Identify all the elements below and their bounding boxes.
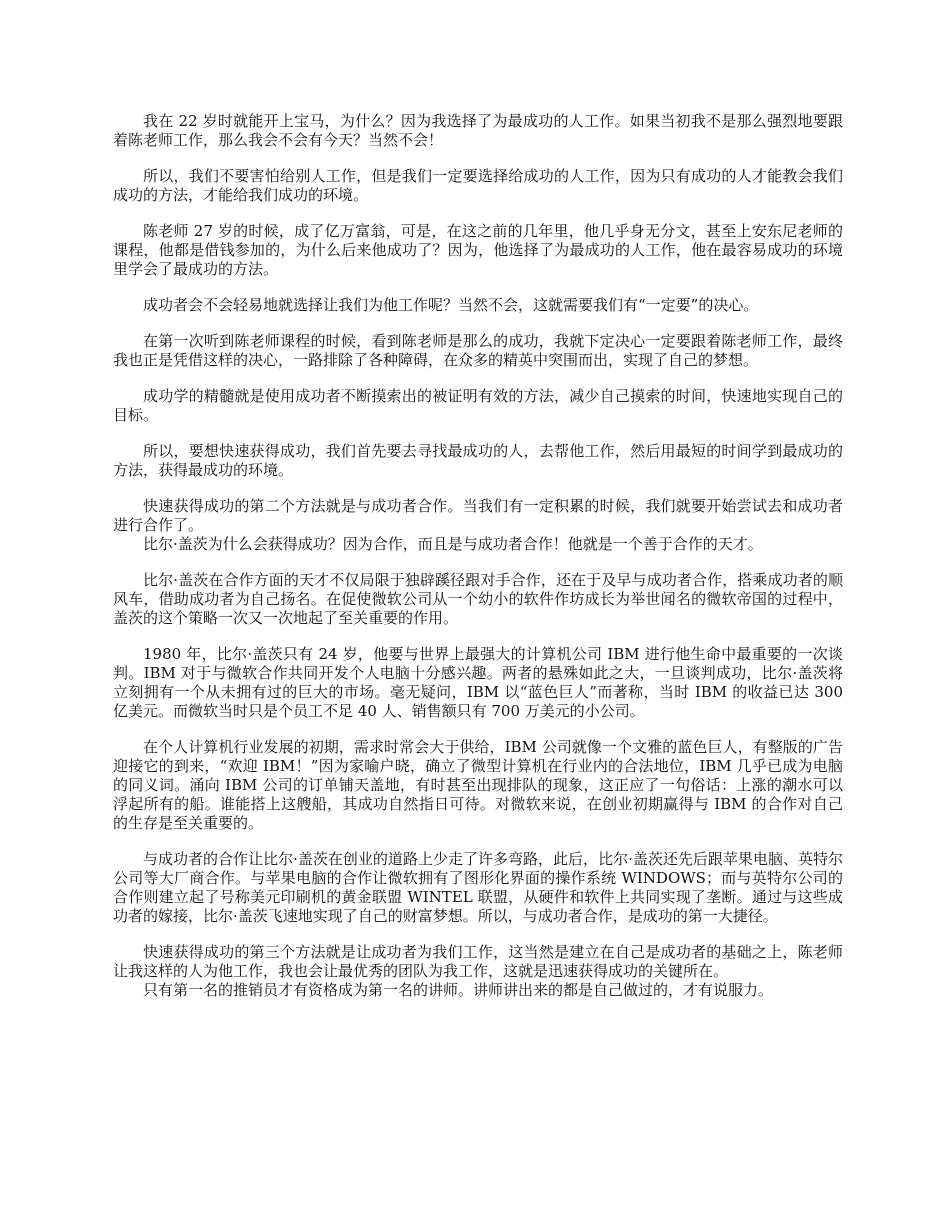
paragraph-2: 所以，我们不要害怕给别人工作，但是我们一定要选择给成功的人工作，因为只有成功的人才能教会我们成功的方法，才能给我们成功的环境。: [113, 167, 843, 204]
paragraph-11: 1980 年，比尔·盖茨只有 24 岁，他要与世界上最强大的计算机公司 IBM 进行他生命中最重要的一次谈判。IBM 对于与微软合作共同开发个人电脑十分感兴趣。两者的悬殊如此之大，一旦谈判成功，比尔·盖茨将立刻拥有一个从未拥有过的巨大的市场。毫无疑问，IBM 以“蓝色巨人”而著称，当时 IBM 的收益已达 300 亿美元。而微软当时只是个员工不足 40 人、销售额只有 700 万美元的小公司。: [113, 645, 843, 720]
paragraph-12: 在个人计算机行业发展的初期，需求时常会大于供给，IBM 公司就像一个文雅的蓝色巨人，有整版的广告迎接它的到来，“欢迎 IBM！”因为家喻户晓，确立了微型计算机在行业内的合法地位，IBM 几乎已成为电脑的同义词。涌向 IBM 公司的订单铺天盖地，有时甚至出现排队的现象，这正应了一句俗话：上涨的潮水可以浮起所有的船。谁能搭上这艘船，其成功自然指日可待。对微软来说，在创业初期赢得与 IBM 的合作对自己的生存是至关重要的。: [113, 738, 843, 832]
paragraph-14: 快速获得成功的第三个方法就是让成功者为我们工作，这当然是建立在自己是成功者的基础之上，陈老师让我这样的人为他工作，我也会让最优秀的团队为我工作，这就是迅速获得成功的关键所在。: [113, 943, 843, 980]
paragraph-1: 我在 22 岁时就能开上宝马，为什么？因为我选择了为最成功的人工作。如果当初我不是那么强烈地要跟着陈老师工作，那么我会不会有今天？当然不会！: [113, 112, 843, 149]
paragraph-5: 在第一次听到陈老师课程的时候，看到陈老师是那么的成功，我就下定决心一定要跟着陈老师工作，最终我也正是凭借这样的决心，一路排除了各种障碍，在众多的精英中突围而出，实现了自己的梦想。: [113, 332, 843, 369]
paragraph-15: 只有第一名的推销员才有资格成为第一名的讲师。讲师讲出来的都是自己做过的，才有说服力。: [143, 981, 774, 999]
document-body: [113, 112, 843, 1000]
paragraph-13: 与成功者的合作让比尔·盖茨在创业的道路上少走了许多弯路，此后，比尔·盖茨还先后跟苹果电脑、英特尔公司等大厂商合作。与苹果电脑的合作让微软拥有了图形化界面的操作系统 WINDOWS；而与英特尔公司的合作则建立起了号称美元印刷机的黄金联盟 WINTEL 联盟，从硬件和软件上共同实现了垄断。通过与这些成功者的嫁接，比尔·盖茨飞速地实现了自己的财富梦想。所以，与成功者合作，是成功的第一大捷径。: [113, 850, 843, 925]
paragraph-3: 陈老师 27 岁的时候，成了亿万富翁，可是，在这之前的几年里，他几乎身无分文，甚至上安东尼老师的课程，他都是借钱参加的，为什么后来他成功了？因为，他选择了为最成功的人工作，他在最容易成功的环境里学会了最成功的方法。: [113, 222, 843, 278]
paragraph-8: 快速获得成功的第二个方法就是与成功者合作。当我们有一定积累的时候，我们就要开始尝试去和成功者进行合作了。: [113, 497, 843, 534]
paragraph-9: 比尔·盖茨为什么会获得成功？因为合作，而且是与成功者合作！他就是一个善于合作的天才。: [143, 535, 763, 553]
paragraph-6: 成功学的精髓就是使用成功者不断摸索出的被证明有效的方法，减少自己摸索的时间，快速地实现自己的目标。: [113, 387, 843, 424]
paragraph-4: 成功者会不会轻易地就选择让我们为他工作呢？当然不会，这就需要我们有“一定要”的决心。: [143, 296, 759, 314]
paragraph-10: 比尔·盖茨在合作方面的天才不仅局限于独辟蹊径跟对手合作，还在于及早与成功者合作，搭乘成功者的顺风车，借助成功者为自己扬名。在促使微软公司从一个幼小的软件作坊成长为举世闻名的微软帝国的过程中，盖茨的这个策略一次又一次地起了至关重要的作用。: [113, 571, 843, 627]
paragraph-7: 所以，要想快速获得成功，我们首先要去寻找最成功的人，去帮他工作，然后用最短的时间学到最成功的方法，获得最成功的环境。: [113, 442, 843, 479]
